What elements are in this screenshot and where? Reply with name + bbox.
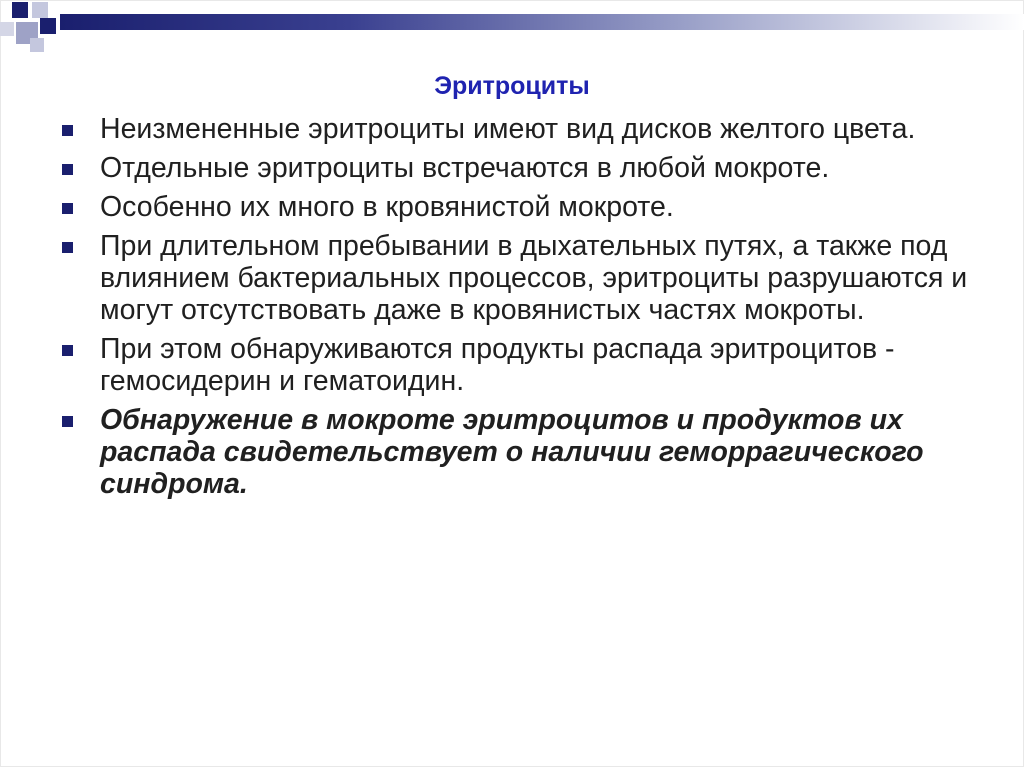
list-item <box>62 191 982 223</box>
list-item <box>62 333 982 397</box>
list-item-text: Отдельные эритроциты встречаются в любой мокроте. <box>100 152 830 184</box>
slide-title: Эритроциты <box>434 72 590 100</box>
square-bullet-icon <box>62 125 73 136</box>
corner-decoration <box>0 0 1024 60</box>
deco-square <box>30 38 44 52</box>
square-bullet-icon <box>62 164 73 175</box>
list-item-text: При длительном пребывании в дыхательных путях, а также под влиянием бактериальных процессов, эритроциты разрушаются и могут отсутствовать даже в кровянистых частях мокроты. <box>100 230 968 326</box>
list-item-text: При этом обнаруживаются продукты распада эритроцитов - гемосидерин и гематоидин. <box>100 333 895 397</box>
list-item <box>62 152 982 184</box>
header-gradient-bar <box>60 14 1024 30</box>
square-bullet-icon <box>62 242 73 253</box>
square-bullet-icon <box>62 345 73 356</box>
list-item-text: Особенно их много в кровянистой мокроте. <box>100 191 674 223</box>
deco-square <box>32 2 48 18</box>
deco-square <box>0 22 14 36</box>
list-item-text: Обнаружение в мокроте эритроцитов и продуктов их распада свидетельствует о наличии геморрагического синдрома. <box>100 404 924 500</box>
list-item <box>62 230 982 326</box>
list-item-text: Неизмененные эритроциты имеют вид дисков желтого цвета. <box>100 113 916 145</box>
list-item <box>62 113 982 145</box>
bullet-list <box>62 113 982 507</box>
deco-square <box>40 18 56 34</box>
list-item-emphasized <box>62 404 982 500</box>
square-bullet-icon <box>62 416 73 427</box>
deco-square <box>12 2 28 18</box>
square-bullet-icon <box>62 203 73 214</box>
